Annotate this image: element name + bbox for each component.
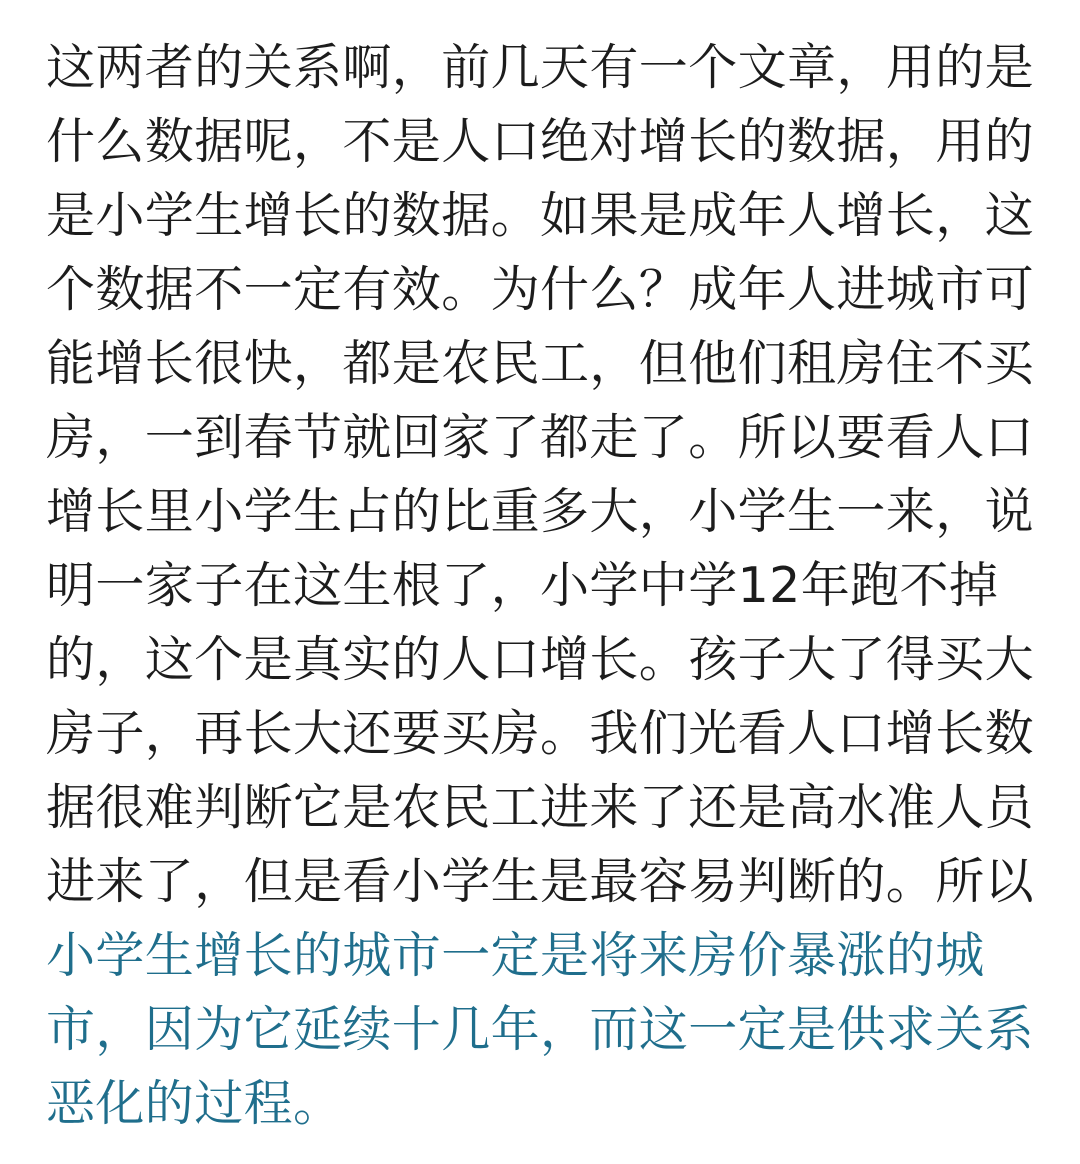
text-line-9: 的，这个是真实的人口增长。孩子大了得买大 bbox=[46, 631, 1035, 688]
text-line-3: 是小学生增长的数据。如果是成年人增长，这 bbox=[46, 187, 1035, 244]
highlight-line-2: 市，因为它延续十几年，而这一定是供求关系 bbox=[46, 1001, 1035, 1058]
text-line-6: 房，一到春节就回家了都走了。所以要看人口 bbox=[46, 409, 1035, 466]
text-line-8: 明一家子在这生根了，小学中学12年跑不掉 bbox=[46, 557, 999, 614]
text-line-1: 这两者的关系啊，前几天有一个文章，用的是 bbox=[46, 39, 1035, 96]
text-line-7: 增长里小学生占的比重多大，小学生一来，说 bbox=[46, 483, 1035, 540]
text-line-2: 什么数据呢，不是人口绝对增长的数据，用的 bbox=[46, 113, 1035, 170]
text-line-11: 据很难判断它是农民工进来了还是高水准人员 bbox=[46, 779, 1035, 836]
text-line-10: 房子，再长大还要买房。我们光看人口增长数 bbox=[46, 705, 1035, 762]
text-line-12: 进来了，但是看小学生是最容易判断的。所以 bbox=[46, 853, 1035, 910]
highlight-line-3: 恶化的过程。 bbox=[46, 1075, 343, 1132]
text-line-4: 个数据不一定有效。为什么？成年人进城市可 bbox=[46, 261, 1035, 318]
highlight-line-1: 小学生增长的城市一定是将来房价暴涨的城 bbox=[46, 927, 985, 984]
text-line-5: 能增长很快，都是农民工，但他们租房住不买 bbox=[46, 335, 1035, 392]
